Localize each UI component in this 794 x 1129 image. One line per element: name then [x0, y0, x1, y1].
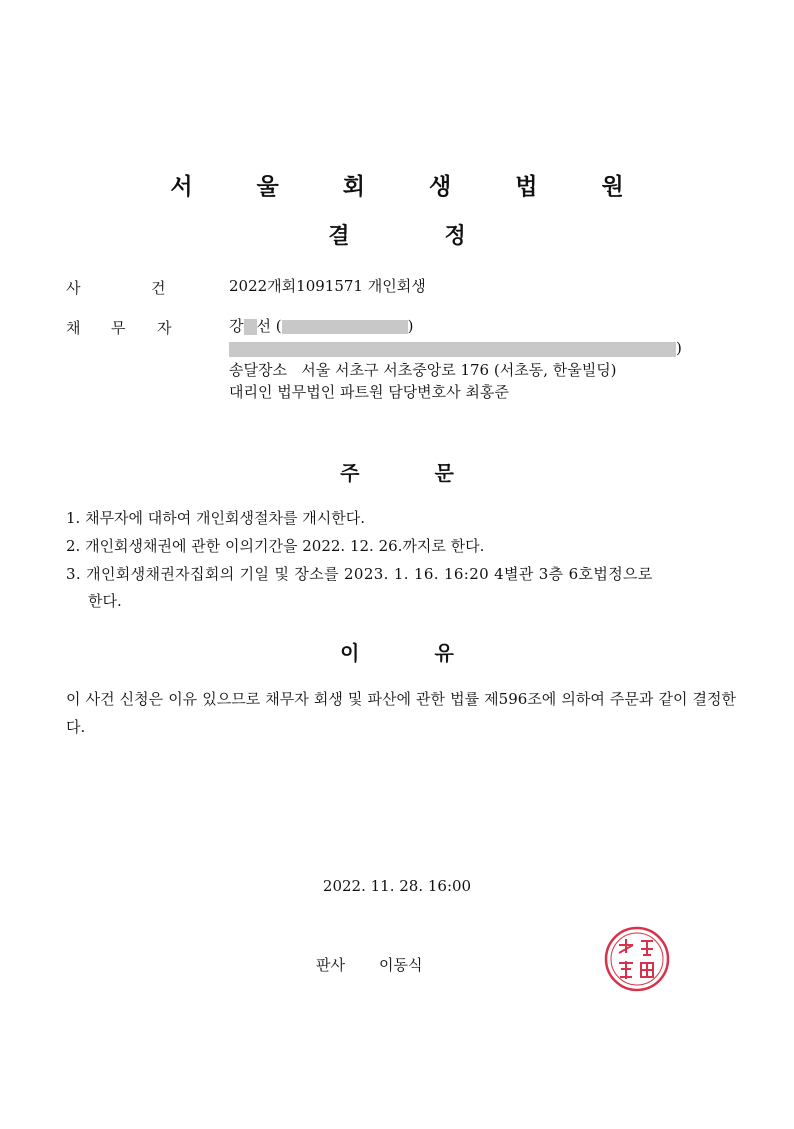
debtor-name-last: 선 — [256, 317, 271, 335]
case-label-char: 건 — [151, 279, 166, 297]
reason-heading — [0, 637, 794, 666]
order-heading — [0, 457, 794, 486]
redaction-bar — [282, 320, 408, 334]
order-heading-left: 주 — [340, 461, 360, 485]
judge-line — [316, 954, 422, 975]
case-label-char: 사 — [66, 279, 81, 297]
order-item-1: 1. 채무자에 대하여 개인회생절차를 개시한다. — [66, 509, 365, 527]
official-seal-icon — [603, 925, 671, 993]
close-paren: ) — [407, 317, 414, 335]
court-name: 서 울 회 생 법 원 — [170, 174, 652, 200]
order-item-2: 2. 개인회생채권에 관한 이의기간을 2022. 12. 26.까지로 한다. — [66, 537, 485, 555]
open-paren: ( — [275, 317, 282, 335]
judge-title: 판사 — [316, 956, 345, 974]
document-type — [0, 219, 794, 250]
redaction-bar — [229, 342, 676, 357]
case-number: 2022개회1091571 개인회생 — [229, 277, 426, 295]
debtor-label-char: 무 — [111, 319, 126, 337]
debtor-address-line — [229, 339, 682, 357]
debtor-label-char: 자 — [157, 319, 172, 337]
debtor-label-char: 채 — [66, 319, 81, 337]
decision-date: 2022. 11. 28. 16:00 — [322, 877, 472, 895]
debtor-name-first: 강 — [229, 317, 244, 335]
attorney: 대리인 법무법인 파트원 담당변호사 최홍준 — [229, 383, 509, 401]
order-heading-right: 문 — [434, 461, 454, 485]
order-item-3: 3. 개인회생채권자집회의 기일 및 장소를 2023. 1. 16. 16:20 4별관 3층 6호법정으로 — [66, 565, 653, 583]
reason-text: 이 사건 신청은 이유 있으므로 채무자 회생 및 파산에 관한 법률 제596조에 의하여 주문과 같이 결정한다. — [66, 690, 736, 736]
order-item-3-cont: 한다. — [88, 592, 122, 610]
close-paren: ) — [676, 339, 682, 357]
debtor-name-line — [229, 317, 414, 335]
service-address: 송달장소 서울 서초구 서초중앙로 176 (서초동, 한울빌딩) — [229, 361, 617, 379]
judge-name: 이동식 — [378, 956, 423, 974]
reason-heading-left: 이 — [340, 641, 360, 665]
document-type-left: 결 — [328, 224, 350, 249]
reason-heading-right: 유 — [434, 641, 454, 665]
document-type-right: 정 — [444, 224, 466, 249]
redaction-bar — [244, 319, 257, 335]
